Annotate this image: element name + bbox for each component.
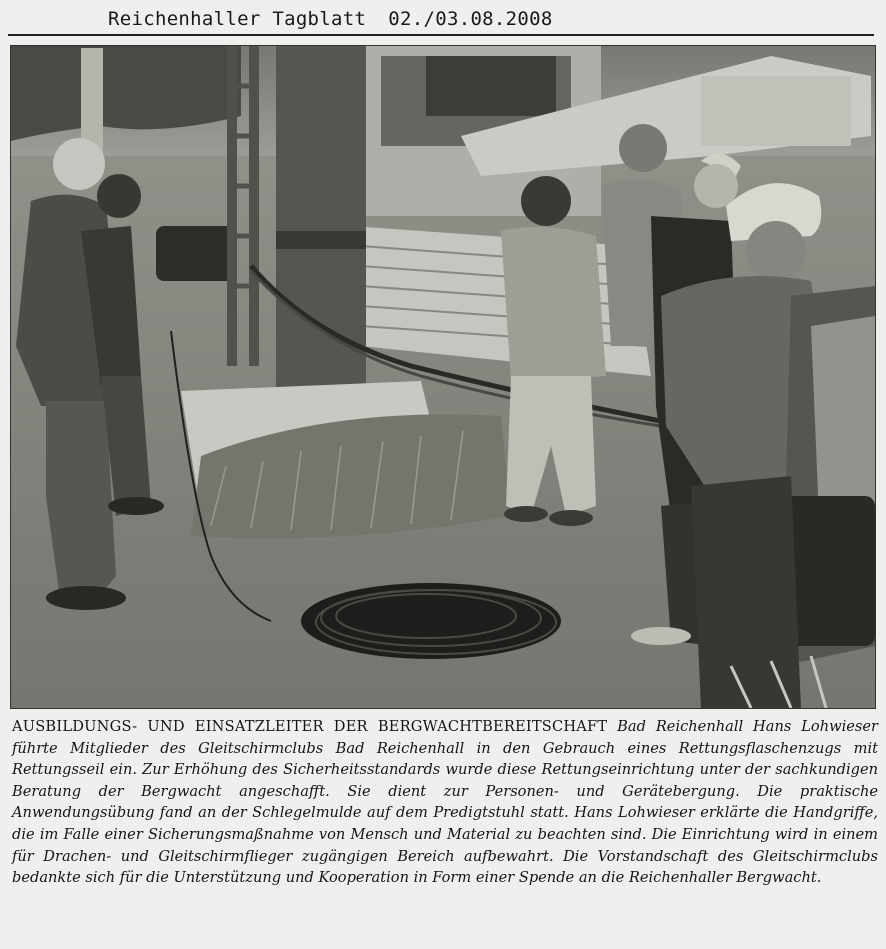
caption-body: Bad Reichenhall Hans Lohwieser führte Mitglieder des Gleitschirmclubs Bad Reichenhall in den Gebrauch eines Rettungsflaschenzugs mit Rettungsseil ein. Zur Erhöhung des Sicherheitsstandards wurde diese Rettungseinrichtung unter der sachkundigen Beratung der Bergwacht angeschafft. Sie dient zur Personen- und Gerätebergung. Die praktische Anwendungsübung fand an der Schlegelmulde auf dem Predigtstuhl statt. Hans Lohwieser erklärte die Handgriffe, die im Falle einer Sicherungsmaßnahme von Mensch und Material zu beachten sind. Die Einrichtung wird in einem für Drachen- und Gleitschirmflieger zugängigen Bereich aufbewahrt. Die Vorstandschaft des Gleitschirmclubs bedankte sich für die Unterstützung und Kooperation in Form einer Spende an die Reichenhaller Bergwacht. (12, 718, 879, 887)
photo-caption (12, 716, 878, 889)
caption-lead: AUSBILDUNGS- UND EINSATZLEITER DER BERGWACHTBEREITSCHAFT (12, 718, 608, 735)
header-rule (8, 34, 874, 36)
masthead (108, 8, 553, 30)
news-photo (10, 45, 876, 709)
publication-date: 02./03.08.2008 (388, 8, 553, 30)
publication-name: Reichenhaller Tagblatt (108, 8, 367, 30)
photo-illustration (11, 46, 875, 708)
